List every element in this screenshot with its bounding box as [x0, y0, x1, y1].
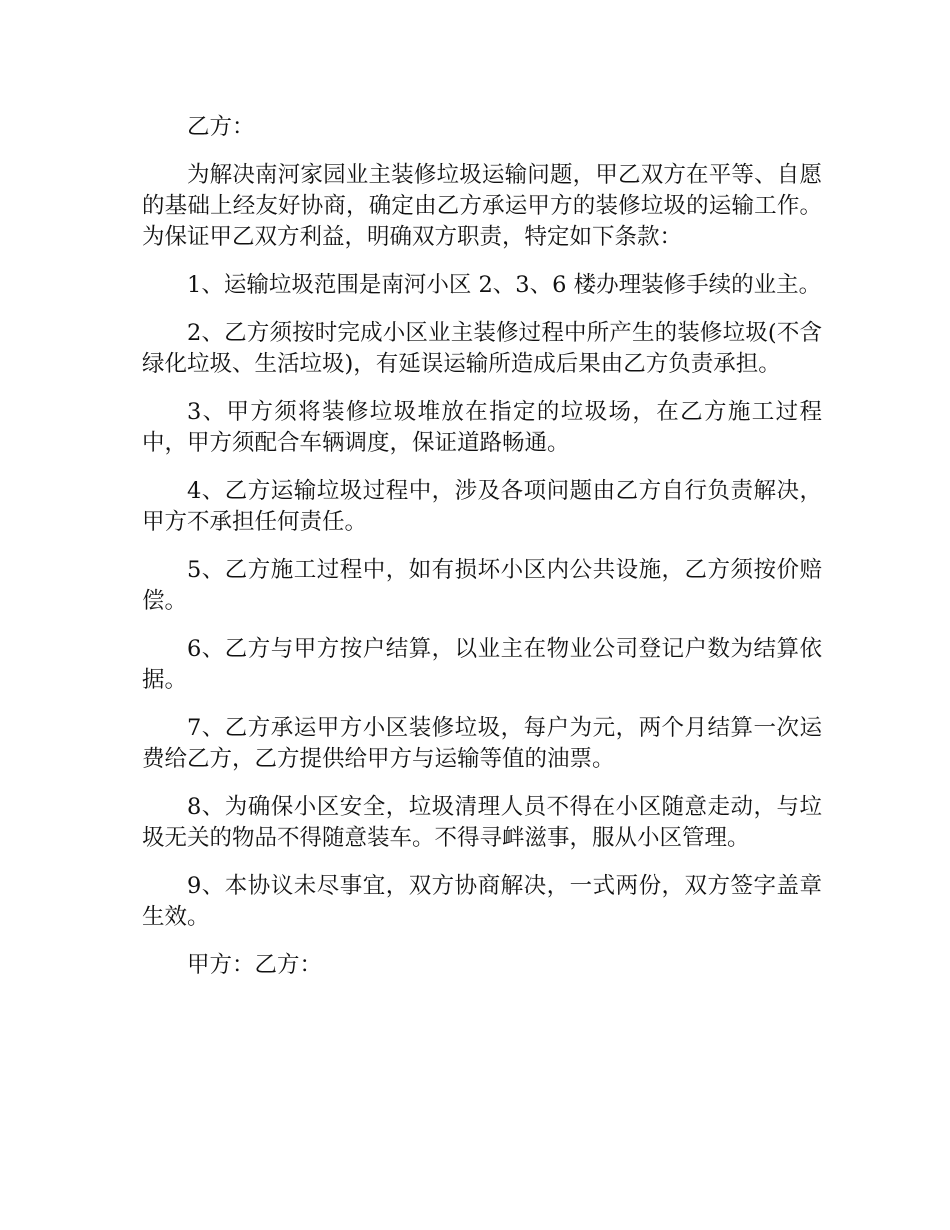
clause-8: 8、为确保小区安全，垃圾清理人员不得在小区随意走动，与垃圾无关的物品不得随意装车。不得寻衅滋事，服从小区管理。 — [142, 794, 822, 851]
clause-7: 7、乙方承运甲方小区装修垃圾，每户为元，两个月结算一次运费给乙方，乙方提供给甲方与运输等值的油票。 — [142, 715, 822, 772]
preamble-paragraph: 为解决南河家园业主装修垃圾运输问题，甲乙双方在平等、自愿的基础上经友好协商，确定由乙方承运甲方的装修垃圾的运输工作。为保证甲乙双方利益，明确双方职责，特定如下条款： — [142, 162, 822, 250]
clause-6: 6、乙方与甲方按户结算，以业主在物业公司登记户数为结算依据。 — [142, 636, 822, 693]
signature-line: 甲方：乙方： — [187, 952, 323, 978]
document-body — [142, 112, 822, 998]
clause-1: 1、运输垃圾范围是南河小区 2、3、6 楼办理装修手续的业主。 — [187, 272, 822, 298]
party-b-label: 乙方： — [187, 114, 255, 140]
clause-2: 2、乙方须按时完成小区业主装修过程中所产生的装修垃圾(不含绿化垃圾、生活垃圾)，有延误运输所造成后果由乙方负责承担。 — [142, 320, 822, 377]
clause-4: 4、乙方运输垃圾过程中，涉及各项问题由乙方自行负责解决，甲方不承担任何责任。 — [142, 478, 822, 535]
clause-3: 3、甲方须将装修垃圾堆放在指定的垃圾场，在乙方施工过程中，甲方须配合车辆调度，保证道路畅通。 — [142, 399, 822, 456]
clause-9: 9、本协议未尽事宜，双方协商解决，一式两份，双方签字盖章生效。 — [142, 873, 822, 930]
clause-5: 5、乙方施工过程中，如有损坏小区内公共设施，乙方须按价赔偿。 — [142, 557, 822, 614]
